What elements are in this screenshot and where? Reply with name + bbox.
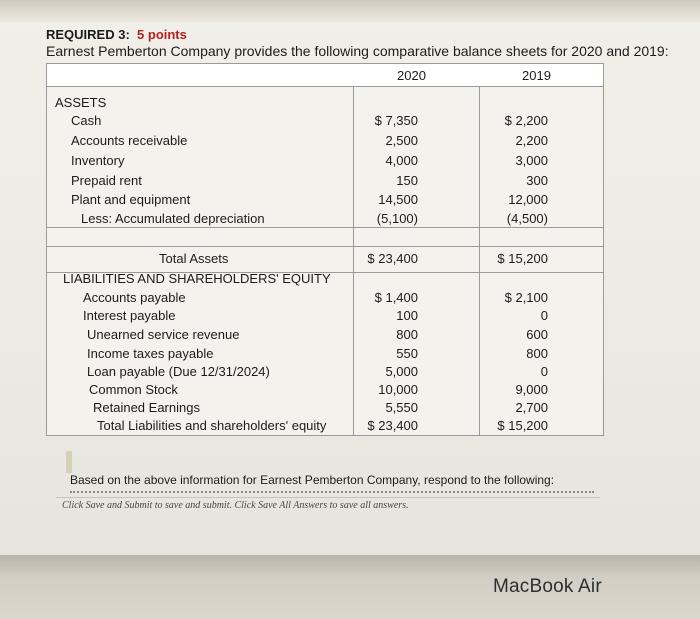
liability-value-2019: 9,000	[515, 382, 548, 397]
liability-value-2019: 600	[526, 327, 548, 342]
liability-value-2020: $ 1,400	[374, 290, 418, 305]
asset-value-2019: 12,000	[508, 192, 548, 207]
save-instructions: Click Save and Submit to save and submit. Click Save All Answers to save all answers.	[62, 500, 409, 511]
liability-value-2020: 100	[396, 308, 418, 323]
total-assets-label: Total Assets	[159, 251, 229, 266]
year-header-row	[46, 63, 604, 87]
liability-value-2019: 0	[540, 308, 548, 323]
liability-label: Income taxes payable	[87, 346, 214, 361]
liability-value-2020: 800	[396, 327, 418, 342]
liability-value-2019: $ 2,100	[504, 290, 548, 305]
liability-label: Loan payable (Due 12/31/2024)	[87, 364, 270, 379]
asset-value-2019: 300	[526, 173, 548, 188]
column-header-2019: 2019	[522, 68, 551, 83]
total-liabilities-2019: $ 15,200	[497, 418, 548, 433]
required-heading	[46, 27, 187, 42]
asset-value-2020: 2,500	[385, 133, 418, 148]
row-divider	[47, 246, 603, 247]
asset-value-2020: 4,000	[385, 153, 418, 168]
asset-value-2019: $ 2,200	[504, 113, 548, 128]
text-cursor-marker	[66, 451, 72, 473]
liability-label: Unearned service revenue	[87, 327, 240, 342]
asset-value-2019: 2,200	[515, 133, 548, 148]
question-intro: Earnest Pemberton Company provides the following comparative balance sheets for 2020 and 2019:	[46, 43, 669, 59]
liability-value-2019: 2,700	[515, 400, 548, 415]
liability-value-2020: 550	[396, 346, 418, 361]
asset-label: Cash	[71, 113, 102, 128]
required-label: REQUIRED 3:	[46, 27, 130, 42]
liability-value-2019: 800	[526, 346, 548, 361]
liability-value-2019: 0	[540, 364, 548, 379]
column-header-2020: 2020	[397, 68, 426, 83]
points-label: 5 points	[137, 27, 187, 42]
liability-value-2020: 5,550	[385, 400, 418, 415]
prompt-text: Based on the above information for Earnest Pemberton Company, respond to the following:	[70, 473, 555, 487]
column-divider	[479, 87, 480, 435]
column-divider	[353, 87, 354, 435]
total-assets-2020: $ 23,400	[367, 251, 418, 266]
asset-value-2019: (4,500)	[506, 211, 548, 226]
liability-label: Accounts payable	[83, 290, 186, 305]
total-liabilities-2020: $ 23,400	[367, 418, 418, 433]
asset-label: Plant and equipment	[71, 192, 191, 207]
liability-value-2020: 5,000	[385, 364, 418, 379]
assets-header: ASSETS	[55, 95, 107, 110]
asset-value-2020: $ 7,350	[374, 113, 418, 128]
device-label: MacBook Air	[493, 576, 602, 597]
liability-label: Retained Earnings	[93, 400, 200, 415]
asset-label: Inventory	[71, 153, 125, 168]
balance-sheet-table	[46, 86, 604, 436]
asset-label: Less: Accumulated depreciation	[81, 211, 265, 226]
asset-label: Prepaid rent	[71, 173, 142, 188]
liability-value-2020: 10,000	[378, 382, 418, 397]
top-edge-shadow	[0, 0, 700, 22]
dotted-divider	[70, 491, 594, 493]
asset-value-2020: 150	[396, 173, 418, 188]
total-liabilities-label: Total Liabilities and shareholders' equity	[97, 418, 327, 433]
asset-value-2019: 3,000	[515, 153, 548, 168]
total-assets-2019: $ 15,200	[497, 251, 548, 266]
asset-label: Accounts receivable	[71, 133, 188, 148]
liability-label: Common Stock	[89, 382, 178, 397]
asset-value-2020: 14,500	[378, 192, 418, 207]
asset-value-2020: (5,100)	[376, 211, 418, 226]
row-divider	[47, 227, 603, 228]
liability-label: Interest payable	[83, 308, 176, 323]
liabilities-header: LIABILITIES AND SHAREHOLDERS' EQUITY	[63, 271, 331, 286]
